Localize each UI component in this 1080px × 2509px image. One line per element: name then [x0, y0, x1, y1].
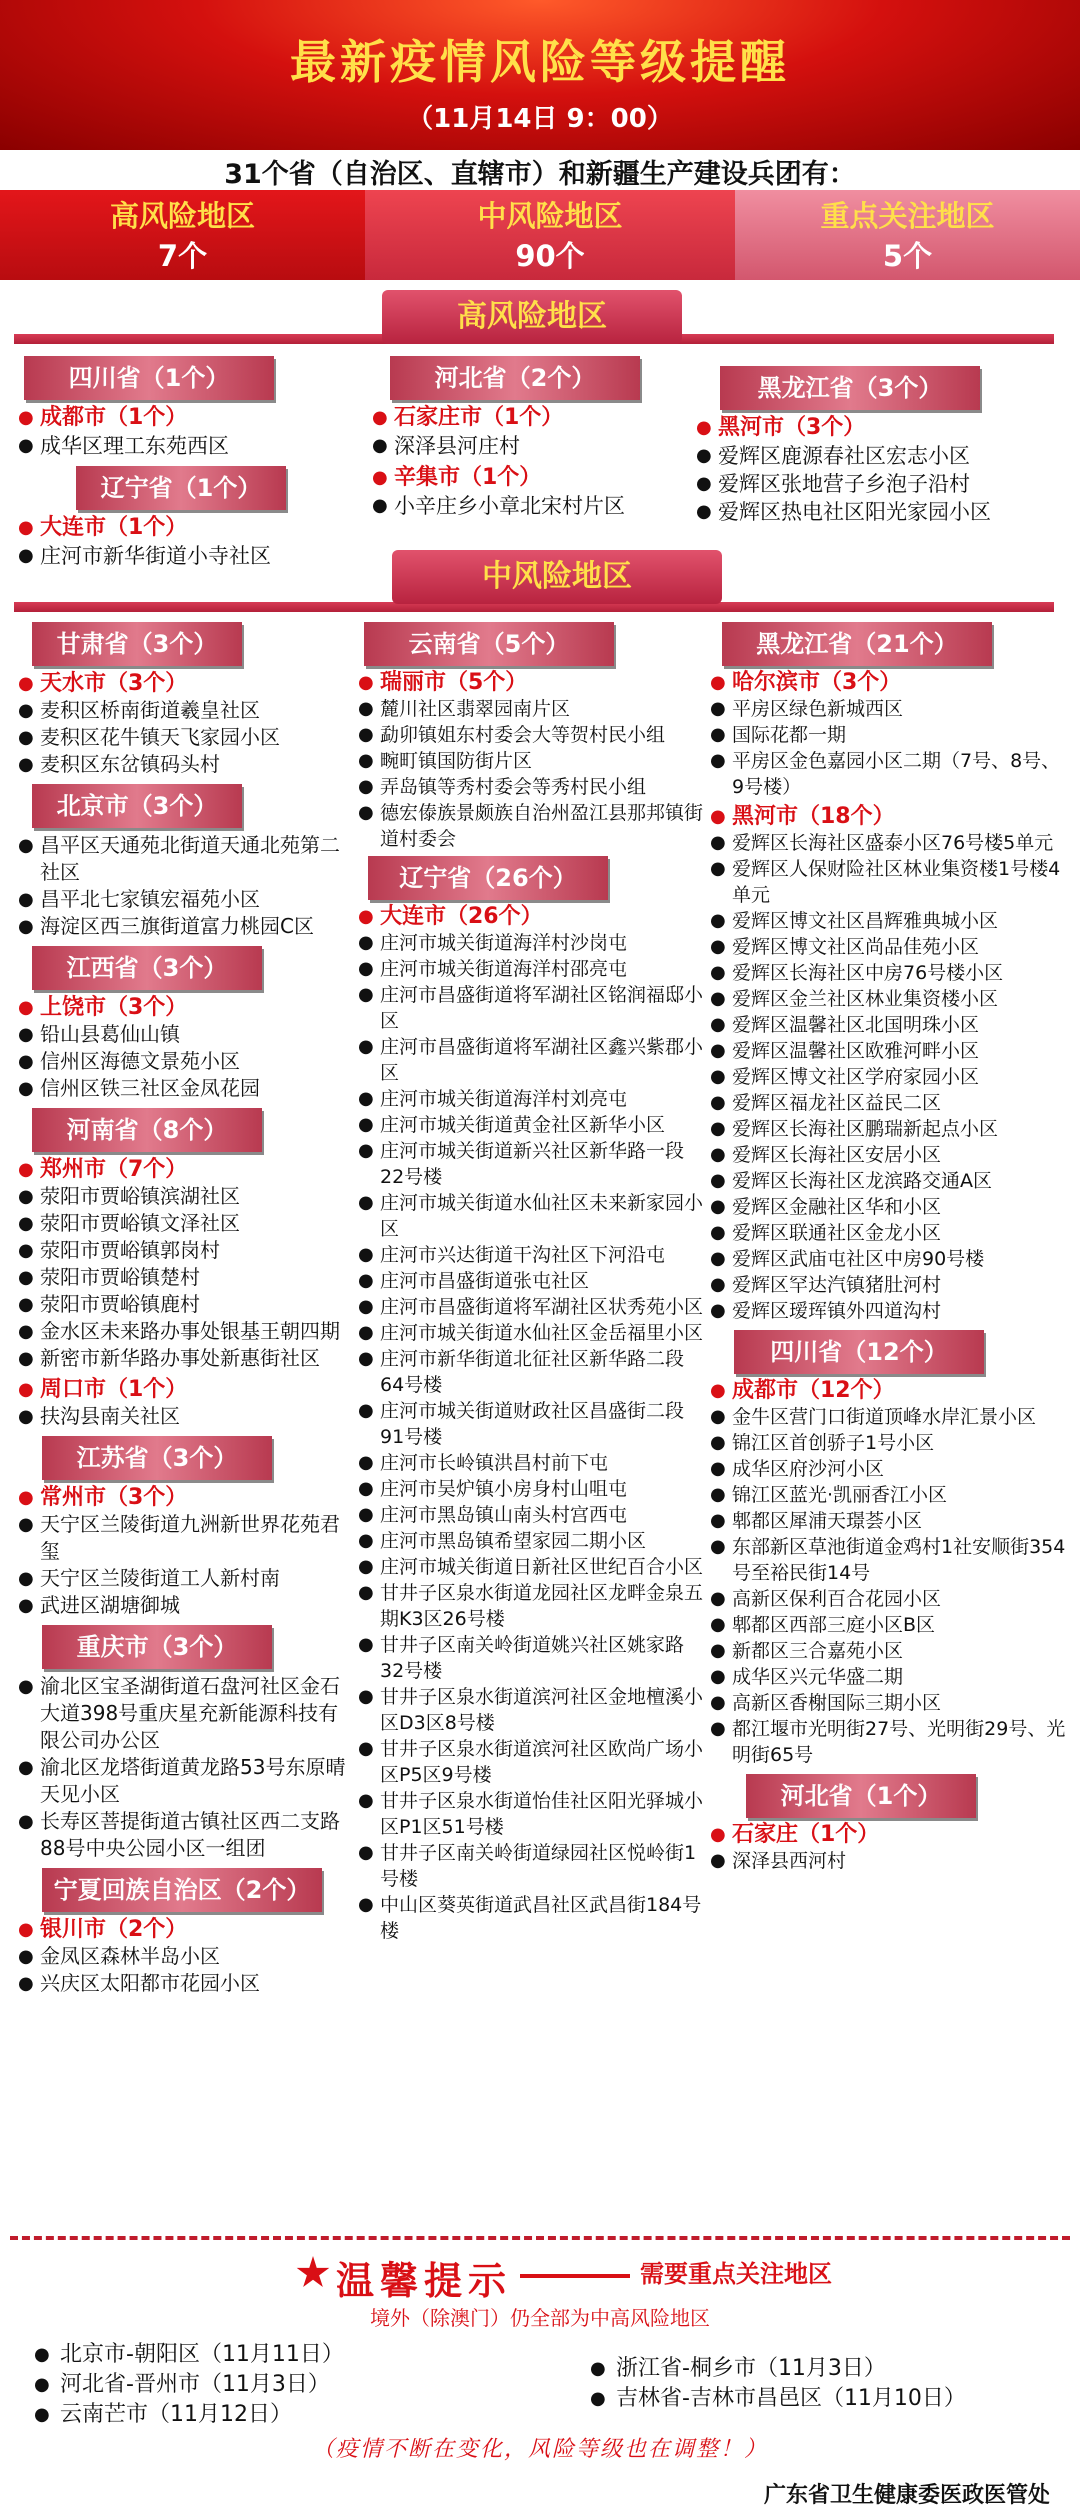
high-city-xinji: ● 辛集市（1个） — [372, 464, 692, 492]
star-icon — [296, 2256, 330, 2290]
medium-city-zhoukou: ● 周口市（1个） — [18, 1376, 348, 1403]
summary-focus-label: 重点关注地区 — [820, 199, 995, 233]
list-item: ● 爱辉区长海社区安居小区 — [710, 1142, 1072, 1168]
list-item: ● 庄河市城关街道财政社区昌盛街二段91号楼 — [358, 1398, 703, 1450]
tips-left-list — [34, 2340, 514, 2430]
medium-city-shijiazhuang: ● 石家庄（1个） — [710, 1822, 1072, 1848]
list-item: ● 爱辉区金融社区华和小区 — [710, 1194, 1072, 1220]
list-item: ● 郫都区犀浦天璟荟小区 — [710, 1508, 1072, 1534]
list-item: ● 庄河市长岭镇洪昌村前下屯 — [358, 1450, 703, 1476]
list-item: ● 庄河市城关街道日新社区世纪百合小区 — [358, 1554, 703, 1580]
list-item: ● 荥阳市贾峪镇鹿村 — [18, 1291, 348, 1318]
summary-focus-count: 5个 — [882, 239, 933, 273]
list-item: ● 爱辉区金兰社区林业集资楼小区 — [710, 986, 1072, 1012]
list-item: ● 兴庆区太阳都市花园小区 — [18, 1970, 348, 1997]
list-item: ● 北京市-朝阳区（11月11日） — [34, 2340, 514, 2370]
list-item: ● 荥阳市贾峪镇滨湖社区 — [18, 1183, 348, 1210]
list-item: ● 庄河市城关街道新兴社区新华路一段22号楼 — [358, 1138, 703, 1190]
list-item: ● 爱辉区长海社区盛泰小区76号楼5单元 — [710, 830, 1072, 856]
medium-tag-henan: 河南省（8个） — [32, 1108, 262, 1152]
high-col-right — [696, 366, 1066, 526]
list-item: ● 浙江省-桐乡市（11月3日） — [590, 2354, 1070, 2384]
list-item: ● 新密市新华路办事处新惠街社区 — [18, 1345, 348, 1372]
list-item: ● 爱辉区长海社区龙滨路交通A区 — [710, 1168, 1072, 1194]
update-time: （11月14日 9：00） — [407, 104, 673, 134]
list-item: ● 平房区金色嘉园小区二期（7号、8号、9号楼） — [710, 748, 1072, 800]
list-item: ● 庄河市城关街道海洋村沙岗屯 — [358, 930, 703, 956]
medium-tag-liaoning: 辽宁省（26个） — [368, 856, 608, 900]
list-item: ● 荥阳市贾峪镇文泽社区 — [18, 1210, 348, 1237]
list-item: ● 弄岛镇等秀村委会等秀村民小组 — [358, 774, 703, 800]
high-tag-liaoning: 辽宁省（1个） — [76, 466, 286, 510]
high-tag-hebei: 河北省（2个） — [390, 356, 640, 400]
list-item: ● 渝北区宝圣湖街道石盘河社区金石大道398号重庆星充新能源科技有限公司办公区 — [18, 1673, 348, 1754]
list-item: ● 庄河市吴炉镇小房身村山咀屯 — [358, 1476, 703, 1502]
list-item: ● 爱辉区热电社区阳光家园小区 — [696, 498, 1066, 526]
list-item: ● 德宏傣族景颇族自治州盈江县那邦镇街道村委会 — [358, 800, 703, 852]
list-item: ● 甘井子区南关岭街道绿园社区悦岭街1号楼 — [358, 1840, 703, 1892]
list-item: ● 金水区未来路办事处银基王朝四期 — [18, 1318, 348, 1345]
summary-high-count: 7个 — [157, 239, 208, 273]
list-item: ● 金牛区营门口街道顶峰水岸汇景小区 — [710, 1404, 1072, 1430]
list-item: ● 麦积区花牛镇天飞家园小区 — [18, 724, 348, 751]
list-item: ● 甘井子区泉水街道怡佳社区阳光驿城小区P1区51号楼 — [358, 1788, 703, 1840]
medium-city-chengdu: ● 成都市（12个） — [710, 1378, 1072, 1404]
list-item: ● 庄河市昌盛街道将军湖社区状秀苑小区 — [358, 1294, 703, 1320]
list-item: ● 爱辉区联通社区金龙小区 — [710, 1220, 1072, 1246]
medium-city-shangrao: ● 上饶市（3个） — [18, 994, 348, 1021]
tips-title: 温馨提示 — [336, 2259, 513, 2303]
list-item: ● 庄河市黑岛镇希望家园二期小区 — [358, 1528, 703, 1554]
list-item: ● 甘井子区南关岭街道姚兴社区姚家路32号楼 — [358, 1632, 703, 1684]
list-item: ● 信州区海德文景苑小区 — [18, 1048, 348, 1075]
medium-city-changzhou: ● 常州市（3个） — [18, 1484, 348, 1511]
list-item: ● 武进区湖塘御城 — [18, 1592, 348, 1619]
list-item: ● 长寿区菩提街道古镇社区西二支路88号中央公园小区一组团 — [18, 1808, 348, 1862]
list-item: ● 海淀区西三旗街道富力桃园C区 — [18, 913, 348, 940]
list-item: ● 荥阳市贾峪镇郭岗村 — [18, 1237, 348, 1264]
summary-high-label: 高风险地区 — [109, 199, 255, 233]
list-item: ● 庄河市城关街道海洋村刘亮屯 — [358, 1086, 703, 1112]
list-item: ● 麦积区东岔镇码头村 — [18, 751, 348, 778]
list-item: ● 麦积区桥南街道羲皇社区 — [18, 697, 348, 724]
list-item: ● 庄河市黑岛镇山南头村宫西屯 — [358, 1502, 703, 1528]
list-item: ● 爱辉区罕达汽镇猪肚河村 — [710, 1272, 1072, 1298]
high-city-shijiazhuang: ● 石家庄市（1个） — [372, 404, 692, 432]
list-item: ● 庄河市新华街道北征社区新华路二段64号楼 — [358, 1346, 703, 1398]
list-item: ● 爱辉区温馨社区欧雅河畔小区 — [710, 1038, 1072, 1064]
list-item: ● 麓川社区翡翠园南片区 — [358, 696, 703, 722]
page-title: 最新疫情风险等级提醒 — [290, 35, 790, 89]
list-item: ● 信州区铁三社区金凤花园 — [18, 1075, 348, 1102]
list-item: ● 畹町镇国防街片区 — [358, 748, 703, 774]
list-item: ● 云南芒市（11月12日） — [34, 2400, 514, 2430]
list-item: ● 国际花都一期 — [710, 722, 1072, 748]
list-item: ● 天宁区兰陵街道九洲新世界花苑君玺 — [18, 1511, 348, 1565]
tips-title-line — [520, 2274, 630, 2278]
high-city-chengdu: ● 成都市（1个） — [18, 404, 338, 432]
warm-tips — [0, 2232, 1080, 2509]
medium-section-title: 中风险地区 — [392, 550, 722, 604]
high-col-mid — [372, 356, 692, 520]
tips-note: （疫情不断在变化，风险等级也在调整！） — [311, 2437, 768, 2462]
list-item: ● 高新区香榭国际三期小区 — [710, 1690, 1072, 1716]
list-item: ● 天宁区兰陵街道工人新村南 — [18, 1565, 348, 1592]
medium-col-mid — [358, 622, 703, 1944]
list-item: ● 庄河市城关街道水仙社区未来新家园小区 — [358, 1190, 703, 1242]
list-item: ● 都江堰市光明街27号、光明街29号、光明街65号 — [710, 1716, 1072, 1768]
list-item: ● 甘井子区泉水街道滨河社区金地檀溪小区D3区8号楼 — [358, 1684, 703, 1736]
list-item: ● 锦江区蓝光·凯丽香江小区 — [710, 1482, 1072, 1508]
list-item: ● 爱辉区人保财险社区林业集资楼1号楼4单元 — [710, 856, 1072, 908]
medium-tag-chongqing: 重庆市（3个） — [42, 1625, 272, 1669]
summary-bar — [0, 190, 1080, 280]
list-item: ● 庄河市兴达街道干沟社区下河沿屯 — [358, 1242, 703, 1268]
medium-city-zhengzhou: ● 郑州市（7个） — [18, 1156, 348, 1183]
medium-tag-sichuan: 四川省（12个） — [734, 1330, 984, 1374]
list-item: ● 甘井子区泉水街道滨河社区欧尚广场小区P5区9号楼 — [358, 1736, 703, 1788]
medium-city-ruili: ● 瑞丽市（5个） — [358, 670, 703, 696]
list-item: ● 庄河市城关街道黄金社区新华小区 — [358, 1112, 703, 1138]
tips-right-list — [590, 2354, 1070, 2414]
list-item: ● 爱辉区长海社区中房76号楼小区 — [710, 960, 1072, 986]
list-item: ● 平房区绿色新城西区 — [710, 696, 1072, 722]
medium-tag-yunnan: 云南省（5个） — [364, 622, 614, 666]
list-item: ● 庄河市昌盛街道将军湖社区铭润福邸小区 — [358, 982, 703, 1034]
medium-city-tianshui: ● 天水市（3个） — [18, 670, 348, 697]
list-item: ● 中山区葵英街道武昌社区武昌街184号楼 — [358, 1892, 703, 1944]
list-item: ● 成华区府沙河小区 — [710, 1456, 1072, 1482]
high-city-dalian: ● 大连市（1个） — [18, 514, 338, 542]
medium-city-dalian: ● 大连市（26个） — [358, 904, 703, 930]
intro-text: 31个省（自治区、直辖市）和新疆生产建设兵团有： — [224, 159, 856, 190]
list-item: ● 庄河市城关街道海洋村邵亮屯 — [358, 956, 703, 982]
medium-col-left — [18, 622, 348, 1997]
medium-col-right — [710, 622, 1072, 1874]
medium-city-heihe: ● 黑河市（18个） — [710, 804, 1072, 830]
list-item: ● 高新区保利百合花园小区 — [710, 1586, 1072, 1612]
list-item: ● 昌平区天通苑北街道天通北苑第二社区 — [18, 832, 348, 886]
list-item: ● 铅山县葛仙山镇 — [18, 1021, 348, 1048]
list-item: ● 金凤区森林半岛小区 — [18, 1943, 348, 1970]
medium-city-harbin: ● 哈尔滨市（3个） — [710, 670, 1072, 696]
list-item: ● 爱辉区张地营子乡泡子沿村 — [696, 470, 1066, 498]
medium-tag-beijing: 北京市（3个） — [32, 784, 242, 828]
tips-divider — [10, 2236, 1070, 2240]
high-tag-sichuan: 四川省（1个） — [24, 356, 274, 400]
list-item: ● 渝北区龙塔街道黄龙路53号东原晴天见小区 — [18, 1754, 348, 1808]
list-item: ● 爱辉区武庙屯社区中房90号楼 — [710, 1246, 1072, 1272]
list-item: ● 爱辉区瑷珲镇外四道沟村 — [710, 1298, 1072, 1324]
list-item: ● 新都区三合嘉苑小区 — [710, 1638, 1072, 1664]
medium-tag-ningxia: 宁夏回族自治区（2个） — [42, 1868, 322, 1912]
list-item: ● 爱辉区长海社区鹏瑞新起点小区 — [710, 1116, 1072, 1142]
summary-medium — [365, 190, 735, 280]
list-item: ● 东部新区草池街道金鸡村1社安顺街354号至裕民街14号 — [710, 1534, 1072, 1586]
list-item: ● 庄河市昌盛街道张屯社区 — [358, 1268, 703, 1294]
list-item: ● 爱辉区温馨社区北国明珠小区 — [710, 1012, 1072, 1038]
tips-subtitle: 需要重点关注地区 — [640, 2260, 832, 2288]
list-item: ● 庄河市昌盛街道将军湖社区鑫兴紫郡小区 — [358, 1034, 703, 1086]
medium-tag-gansu: 甘肃省（3个） — [32, 622, 242, 666]
medium-tag-jiangxi: 江西省（3个） — [32, 946, 262, 990]
summary-medium-label: 中风险地区 — [477, 199, 623, 233]
high-tag-heilongjiang: 黑龙江省（3个） — [720, 366, 980, 410]
list-item: ● 勐卯镇姐东村委会大等贺村民小组 — [358, 722, 703, 748]
medium-tag-jiangsu: 江苏省（3个） — [42, 1436, 272, 1480]
list-item: ● 深泽县西河村 — [710, 1848, 1072, 1874]
list-item: ● 昌平北七家镇宏福苑小区 — [18, 886, 348, 913]
list-item: ● 荥阳市贾峪镇楚村 — [18, 1264, 348, 1291]
tips-abroad: 境外（除澳门）仍全部为中高风险地区 — [370, 2306, 710, 2330]
high-section-title: 高风险地区 — [382, 290, 682, 344]
list-item: ● 小辛庄乡小章北宋村片区 — [372, 492, 692, 520]
list-item: ● 锦江区首创骄子1号小区 — [710, 1430, 1072, 1456]
issuer: 广东省卫生健康委医政医管处 — [763, 2483, 1050, 2508]
list-item: ● 深泽县河庄村 — [372, 432, 692, 460]
list-item: ● 成华区理工东苑西区 — [18, 432, 338, 460]
summary-focus — [735, 190, 1080, 280]
list-item: ● 爱辉区鹿源春社区宏志小区 — [696, 442, 1066, 470]
list-item: ● 庄河市新华街道小寺社区 — [18, 542, 338, 570]
high-col-left — [18, 356, 338, 570]
list-item: ● 吉林省-吉林市昌邑区（11月10日） — [590, 2384, 1070, 2414]
medium-tag-heilongjiang: 黑龙江省（21个） — [722, 622, 992, 666]
list-item: ● 爱辉区福龙社区益民二区 — [710, 1090, 1072, 1116]
list-item: ● 爱辉区博文社区昌辉雅典城小区 — [710, 908, 1072, 934]
list-item: ● 庄河市城关街道水仙社区金岳福里小区 — [358, 1320, 703, 1346]
list-item: ● 爱辉区博文社区学府家园小区 — [710, 1064, 1072, 1090]
summary-high — [0, 190, 365, 280]
list-item: ● 成华区兴元华盛二期 — [710, 1664, 1072, 1690]
medium-city-yinchuan: ● 银川市（2个） — [18, 1916, 348, 1943]
list-item: ● 郫都区西部三庭小区B区 — [710, 1612, 1072, 1638]
header-banner — [0, 0, 1080, 150]
list-item: ● 甘井子区泉水街道龙园社区龙畔金泉五期K3区26号楼 — [358, 1580, 703, 1632]
high-city-heihe: ● 黑河市（3个） — [696, 414, 1066, 442]
summary-medium-count: 90个 — [515, 239, 585, 273]
list-item: ● 爱辉区博文社区尚品佳苑小区 — [710, 934, 1072, 960]
list-item: ● 扶沟县南关社区 — [18, 1403, 348, 1430]
medium-tag-hebei: 河北省（1个） — [746, 1774, 976, 1818]
list-item: ● 河北省-晋州市（11月3日） — [34, 2370, 514, 2400]
